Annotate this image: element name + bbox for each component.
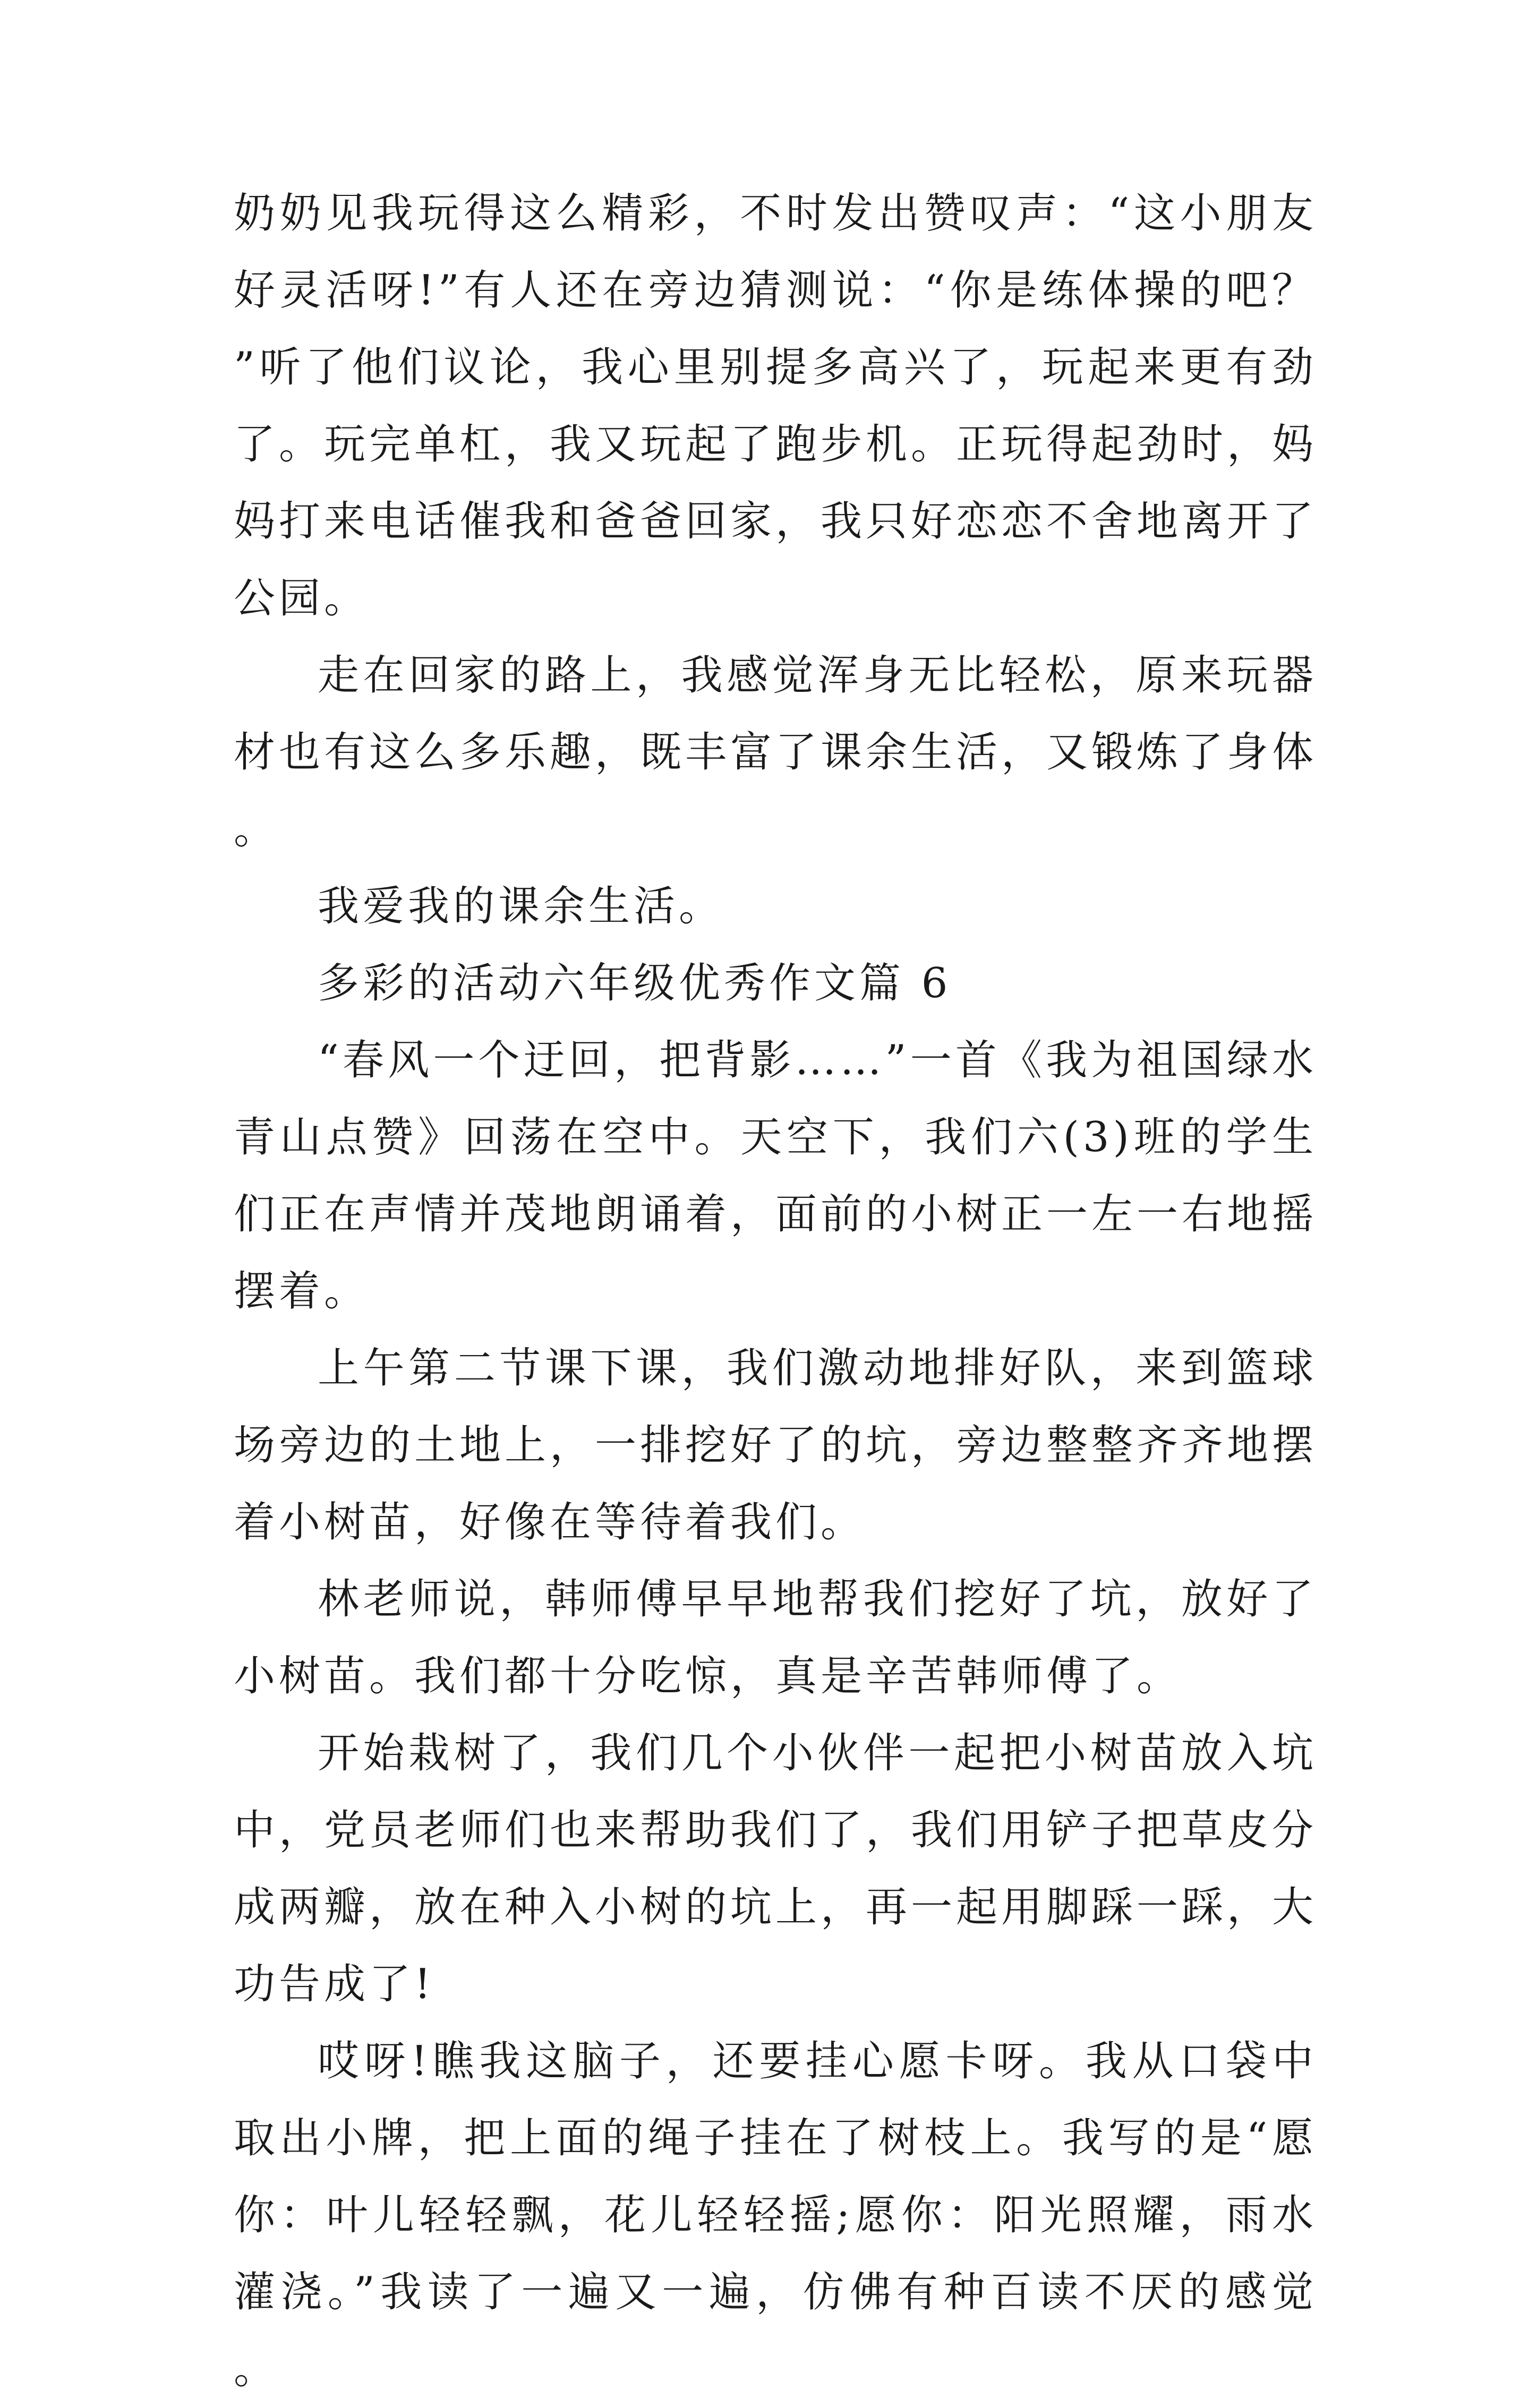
- paragraph-7: 林老师说，韩师傅早早地帮我们挖好了坑，放好了小树苗。我们都十分吃惊，真是辛苦韩师傅了。: [234, 1575, 1317, 1700]
- paragraph-5: “春风一个迂回，把背影……”一首《我为祖国绿水青山点赞》回荡在空中。天空下，我们六(3)班的学生们正在声情并茂地朗诵着，面前的小树正一左一右地摇摆着。: [234, 1036, 1318, 1315]
- paragraph-6: 上午第二节课下课，我们激动地排好队，来到篮球场旁边的土地上，一排挖好了的坑，旁边整整齐齐地摆着小树苗，好像在等待着我们。: [234, 1344, 1318, 1546]
- paragraph-9: 哎呀!瞧我这脑子，还要挂心愿卡呀。我从口袋中取出小牌，把上面的绳子挂在了树枝上。我写的是“愿你：叶儿轻轻飘，花儿轻轻摇;愿你：阳光照耀，雨水灌浇。”我读了一遍又一遍，仿佛有种百读不厌的感觉。: [234, 2037, 1317, 2393]
- essay-body: [234, 175, 1317, 2408]
- paragraph-1: 奶奶见我玩得这么精彩，不时发出赞叹声：“这小朋友好灵活呀!”有人还在旁边猜测说：“你是练体操的吧？”听了他们议论，我心里别提多高兴了，玩起来更有劲了。玩完单杠，我又玩起了跑步机。正玩得起劲时，妈妈打来电话催我和爸爸回家，我只好恋恋不舍地离开了公园。: [234, 190, 1318, 622]
- paragraph-8: 开始栽树了，我们几个小伙伴一起把小树苗放入坑中，党员老师们也来帮助我们了，我们用铲子把草皮分成两瓣，放在种入小树的坑上，再一起用脚踩一踩，大功告成了!: [234, 1729, 1318, 2008]
- essay-heading: 多彩的活动六年级优秀作文篇 6: [318, 959, 952, 1007]
- paragraph-3: 我爱我的课余生活。: [318, 882, 724, 930]
- paragraph-2: 走在回家的路上，我感觉浑身无比轻松，原来玩器材也有这么多乐趣，既丰富了课余生活，又锻炼了身体。: [234, 652, 1318, 853]
